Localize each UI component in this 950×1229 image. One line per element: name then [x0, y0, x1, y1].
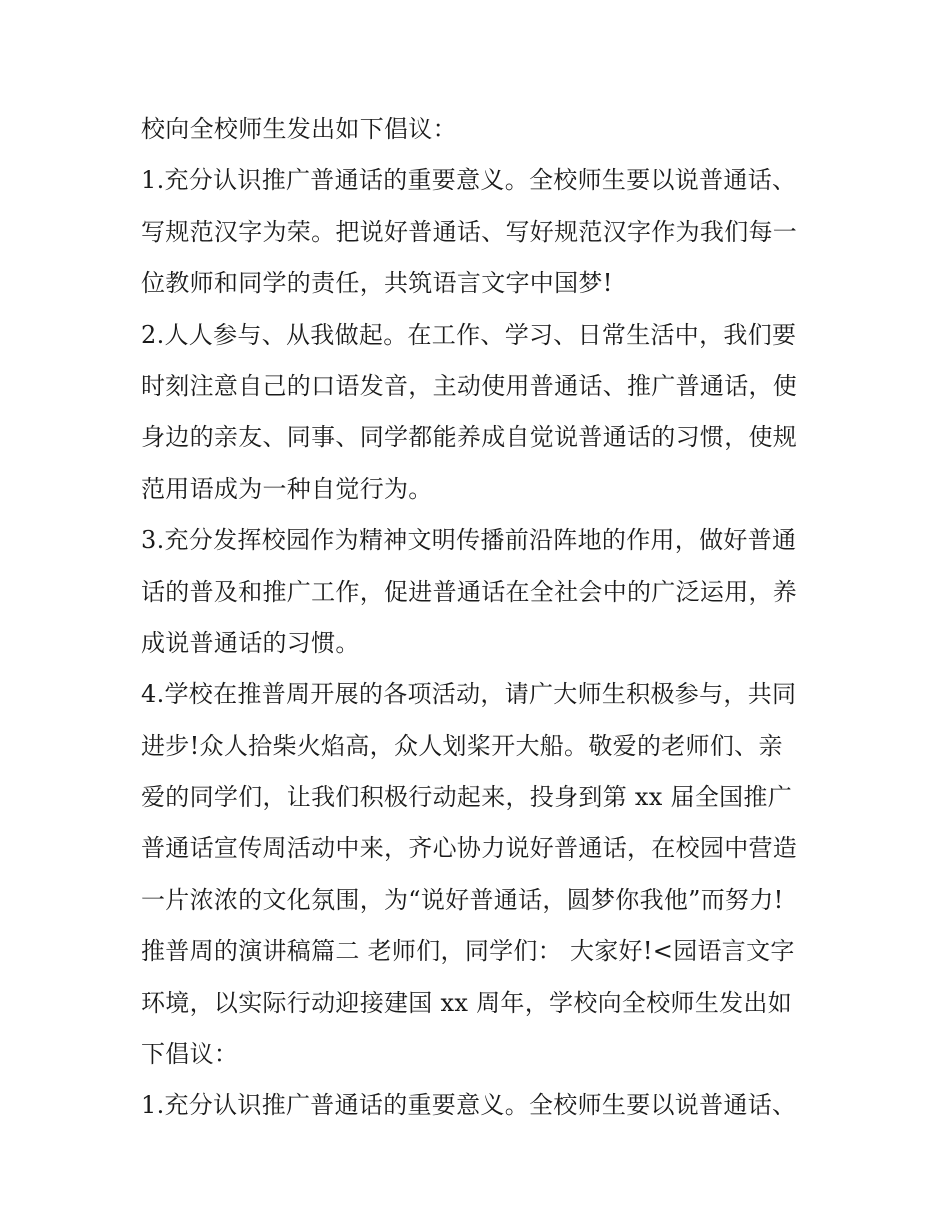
text-line: 一片浓浓的文化氛围，为“说好普通话，圆梦你我他”而努力! — [141, 885, 784, 914]
text-line: 话的普及和推广工作，促进普通话在全社会中的广泛运用，养 — [141, 577, 798, 606]
text-line: 推普周的演讲稿篇二 老师们，同学们： 大家好!<园语言文字 — [141, 937, 795, 966]
text-line: 范用语成为一种自觉行为。 — [141, 474, 433, 503]
text-line: 环境，以实际行动迎接建国 xx 周年，学校向全校师生发出如 — [141, 988, 793, 1017]
document-body — [141, 104, 831, 1132]
text-line: 爱的同学们，让我们积极行动起来，投身到第 xx 届全国推广 — [141, 783, 793, 812]
text-line: 1.充分认识推广普通话的重要意义。全校师生要以说普通话、 — [141, 1091, 797, 1120]
text-line: 成说普通话的习惯。 — [141, 628, 360, 657]
text-line: 位教师和同学的责任，共筑语言文字中国梦! — [141, 269, 613, 298]
text-line: 1.充分认识推广普通话的重要意义。全校师生要以说普通话、 — [141, 166, 797, 195]
text-line: 3.充分发挥校园作为精神文明传播前沿阵地的作用，做好普通 — [141, 526, 797, 555]
text-line: 时刻注意自己的口语发音，主动使用普通话、推广普通话，使 — [141, 371, 798, 400]
text-line: 普通话宣传周活动中来，齐心协力说好普通话，在校园中营造 — [141, 834, 798, 863]
text-line: 校向全校师生发出如下倡议： — [141, 115, 457, 143]
text-line: 下倡议： — [141, 1040, 239, 1069]
text-line: 写规范汉字为荣。把说好普通话、写好规范汉字作为我们每一 — [141, 217, 798, 246]
text-line: 身边的亲友、同事、同学都能养成自觉说普通话的习惯，使规 — [141, 423, 798, 452]
text-line: 进步!众人拾柴火焰高，众人划桨开大船。敬爱的老师们、亲 — [141, 731, 783, 760]
text-line: 2.人人参与、从我做起。在工作、学习、日常生活中，我们要 — [141, 320, 797, 349]
text-line: 4.学校在推普周开展的各项活动，请广大师生积极参与，共同 — [141, 680, 797, 709]
